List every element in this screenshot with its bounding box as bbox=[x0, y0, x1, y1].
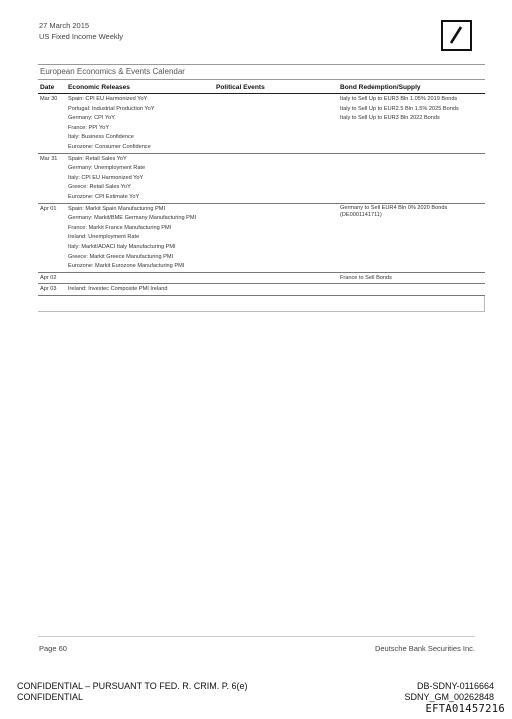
economic-releases-cell bbox=[66, 274, 216, 284]
row-date: Mar 30 bbox=[40, 96, 58, 102]
calendar-column-headers bbox=[38, 82, 485, 94]
economic-release: Eurozone: Consumer Confidence bbox=[68, 143, 151, 150]
confidential-label: CONFIDENTIAL bbox=[17, 692, 84, 702]
political-events-cell bbox=[216, 274, 340, 284]
calendar-title: European Economics & Events Calendar bbox=[38, 64, 485, 80]
economic-releases-cell bbox=[66, 95, 216, 153]
economic-releases-cell bbox=[66, 155, 216, 203]
bond-supply-item: Italy to Sell Up to EUR3 Bln 1.05% 2019 Bonds bbox=[340, 96, 458, 102]
row-date: Apr 03 bbox=[40, 286, 57, 293]
report-date: 27 March 2015 bbox=[39, 21, 90, 30]
calendar-end-rule bbox=[38, 296, 485, 312]
economic-releases-cell bbox=[66, 205, 216, 272]
economic-release: Eurozone: CPI Estimate YoY bbox=[68, 193, 140, 200]
bond-supply-cell bbox=[340, 274, 485, 284]
economic-releases-cell bbox=[66, 285, 216, 295]
economic-release: Spain: CPI EU Harmonized YoY bbox=[68, 96, 148, 102]
economic-release: Ireland: Investec Composite PMI Ireland bbox=[68, 286, 168, 293]
economic-release: Germany: CPI YoY bbox=[68, 115, 115, 122]
confidential-notice: CONFIDENTIAL – PURSUANT TO FED. R. CRIM. P. 6(e) bbox=[17, 681, 248, 691]
political-events-cell bbox=[216, 285, 340, 295]
row-date: Apr 01 bbox=[40, 205, 57, 212]
economic-release: Spain: Retail Sales YoY bbox=[68, 155, 127, 162]
bond-supply-item: (DE0001141711) bbox=[340, 212, 382, 219]
events-calendar bbox=[38, 64, 485, 312]
political-events-cell bbox=[216, 155, 340, 203]
economic-release: Greece: Retail Sales YoY bbox=[68, 184, 131, 191]
table-row bbox=[38, 273, 485, 285]
company-name: Deutsche Bank Securities Inc. bbox=[374, 644, 475, 653]
bond-supply-item: Italy to Sell Up to EUR2.5 Bln 1.5% 2025 Bonds bbox=[340, 105, 459, 112]
footer-rule bbox=[38, 636, 475, 637]
bates-number-sdny: SDNY_GM_00262848 bbox=[404, 692, 494, 702]
column-header-political-events: Political Events bbox=[216, 84, 265, 91]
economic-release: Greece: Markit Greece Manufacturing PMI bbox=[68, 253, 174, 260]
economic-release: Eurozone: Markit Eurozone Manufacturing PMI bbox=[68, 263, 185, 270]
row-date: Mar 31 bbox=[40, 155, 58, 162]
row-date: Apr 02 bbox=[40, 274, 57, 281]
deutsche-bank-logo-icon bbox=[441, 20, 472, 51]
economic-release: Italy: CPI EU Harmonized YoY bbox=[68, 174, 144, 181]
bond-supply-cell bbox=[340, 205, 485, 272]
bond-supply-cell bbox=[340, 285, 485, 295]
publication-title: US Fixed Income Weekly bbox=[39, 32, 124, 41]
bond-supply-item: France to Sell Bonds bbox=[340, 274, 392, 281]
column-header-bond-supply: Bond Redemption/Supply bbox=[340, 84, 421, 91]
political-events-cell bbox=[216, 95, 340, 153]
economic-release: France: PPI YoY bbox=[68, 124, 110, 131]
page-number: Page 60 bbox=[39, 644, 67, 653]
bates-number-db: DB-SDNY-0116664 bbox=[416, 681, 494, 691]
bond-supply-cell bbox=[340, 95, 485, 153]
bond-supply-cell bbox=[340, 155, 485, 203]
bond-supply-item: Germany to Sell EUR4 Bln 0% 2020 Bonds bbox=[340, 204, 448, 211]
economic-release: Italy: Markit/ADACI Italy Manufacturing PMI bbox=[68, 243, 176, 250]
table-row bbox=[38, 94, 485, 154]
political-events-cell bbox=[216, 205, 340, 272]
economic-release: Italy: Business Confidence bbox=[68, 134, 134, 141]
economic-release: Germany: Markit/BME Germany Manufacturing PMI bbox=[68, 215, 197, 222]
calendar-rows bbox=[38, 94, 485, 296]
economic-release: Spain: Markit Spain Manufacturing PMI bbox=[68, 205, 166, 212]
table-row bbox=[38, 204, 485, 273]
bond-supply-item: Italy to Sell Up to EUR3 Bln 2022 Bonds bbox=[340, 115, 440, 122]
table-row bbox=[38, 284, 485, 296]
economic-release: Germany: Unemployment Rate bbox=[68, 165, 146, 172]
economic-release: France: Markit France Manufacturing PMI bbox=[68, 224, 172, 231]
column-header-date: Date bbox=[40, 84, 55, 91]
economic-release: Ireland: Unemployment Rate bbox=[68, 234, 140, 241]
efta-number: EFTA01457216 bbox=[425, 703, 505, 715]
economic-release: Portugal: Industrial Production YoY bbox=[68, 105, 155, 112]
column-header-economic-releases: Economic Releases bbox=[68, 84, 130, 91]
table-row bbox=[38, 154, 485, 204]
